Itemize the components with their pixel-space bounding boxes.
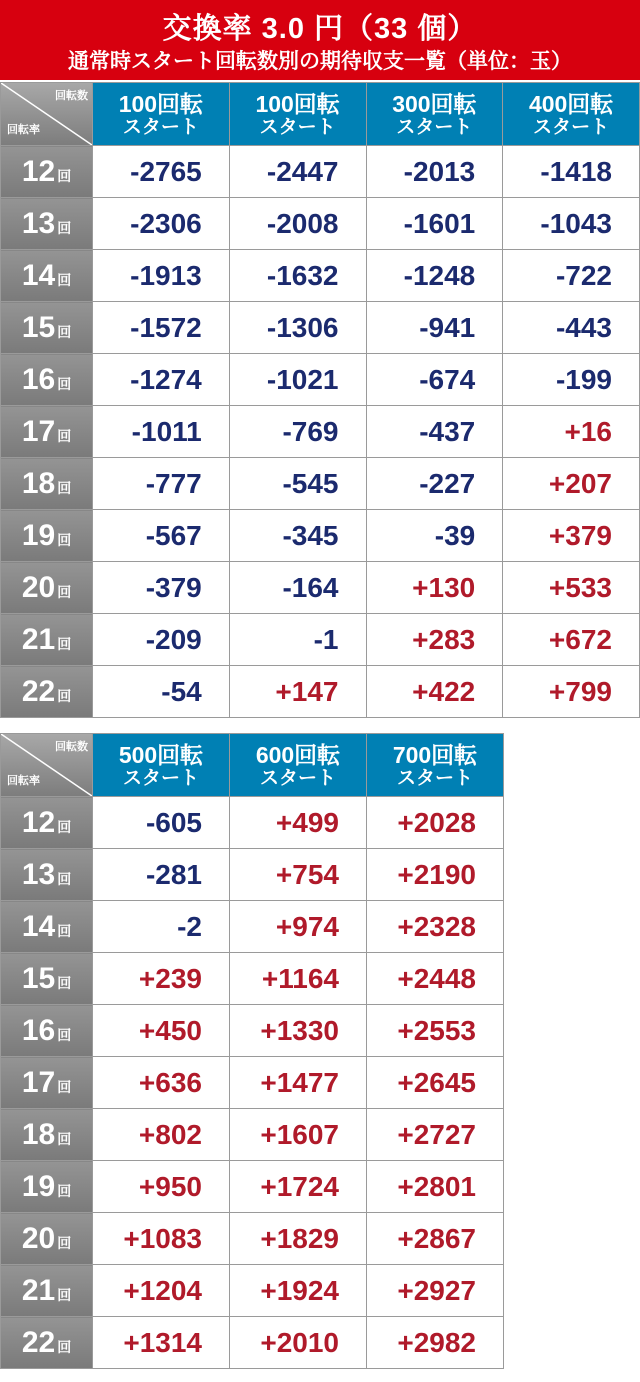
row-header <box>1 250 93 302</box>
row-header-rate: 20 <box>21 1221 56 1255</box>
value-cell: -227 <box>366 458 503 510</box>
row-header <box>1 406 93 458</box>
value-cell: +2982 <box>367 1317 504 1369</box>
column-header <box>366 83 503 146</box>
row-header-rate: 17 <box>21 1065 56 1099</box>
value-cell: -1632 <box>229 250 366 302</box>
row-header-unit: 回 <box>57 974 72 991</box>
value-cell: -2765 <box>93 146 230 198</box>
table-row <box>1 797 504 849</box>
row-header <box>1 666 93 718</box>
row-header-unit: 回 <box>57 635 72 652</box>
value-cell: +950 <box>93 1161 230 1213</box>
row-header <box>1 354 93 406</box>
value-cell: -281 <box>93 849 230 901</box>
column-header-start: スタート <box>259 117 336 138</box>
row-header-unit: 回 <box>57 1338 72 1355</box>
value-cell: -1248 <box>366 250 503 302</box>
row-header-rate: 13 <box>21 206 56 240</box>
value-cell: -2008 <box>229 198 366 250</box>
value-cell: -567 <box>93 510 230 562</box>
column-header-spins: 600回転 <box>255 742 341 768</box>
table-row <box>1 614 640 666</box>
value-cell: +799 <box>503 666 640 718</box>
row-header-unit: 回 <box>57 1182 72 1199</box>
value-cell: +2553 <box>367 1005 504 1057</box>
value-cell: +1204 <box>93 1265 230 1317</box>
value-cell: +499 <box>230 797 367 849</box>
column-header-start: スタート <box>122 117 199 138</box>
value-cell: -1913 <box>93 250 230 302</box>
expected-value-table-1 <box>0 82 640 718</box>
row-header-rate: 15 <box>21 310 56 344</box>
column-header <box>230 734 367 797</box>
row-header-rate: 15 <box>21 961 56 995</box>
table-row <box>1 354 640 406</box>
value-cell: +422 <box>366 666 503 718</box>
value-cell: +207 <box>503 458 640 510</box>
row-header-rate: 16 <box>21 362 56 396</box>
value-cell: -605 <box>93 797 230 849</box>
value-cell: +2328 <box>367 901 504 953</box>
table-row <box>1 510 640 562</box>
column-header-spins: 400回転 <box>528 91 614 117</box>
value-cell: +2727 <box>367 1109 504 1161</box>
table-row <box>1 1161 504 1213</box>
value-cell: +1924 <box>230 1265 367 1317</box>
column-header <box>367 734 504 797</box>
row-header-rate: 21 <box>21 622 56 656</box>
row-header <box>1 1265 93 1317</box>
table-row <box>1 458 640 510</box>
value-cell: +802 <box>93 1109 230 1161</box>
row-header-rate: 19 <box>21 1169 56 1203</box>
row-header-unit: 回 <box>57 922 72 939</box>
row-header <box>1 1005 93 1057</box>
row-header-rate: 13 <box>21 857 56 891</box>
value-cell: +450 <box>93 1005 230 1057</box>
row-header-rate: 20 <box>21 570 56 604</box>
value-cell: -2013 <box>366 146 503 198</box>
value-cell: +1164 <box>230 953 367 1005</box>
row-header <box>1 302 93 354</box>
column-header-spins: 300回転 <box>392 91 477 117</box>
table-row <box>1 953 504 1005</box>
row-header <box>1 146 93 198</box>
value-cell: +974 <box>230 901 367 953</box>
value-cell: +2927 <box>367 1265 504 1317</box>
row-header-rate: 14 <box>21 909 56 943</box>
row-header-rate: 22 <box>21 674 56 708</box>
row-header-unit: 回 <box>57 167 72 184</box>
value-cell: +379 <box>503 510 640 562</box>
value-cell: +2028 <box>367 797 504 849</box>
value-cell: -209 <box>93 614 230 666</box>
value-cell: +1724 <box>230 1161 367 1213</box>
table-row <box>1 406 640 458</box>
value-cell: +1314 <box>93 1317 230 1369</box>
table-header-row <box>1 83 640 146</box>
corner-column-label: 回転数 <box>55 90 88 102</box>
column-header-spins: 100回転 <box>118 91 204 117</box>
row-header <box>1 1109 93 1161</box>
value-cell: +130 <box>366 562 503 614</box>
row-header-rate: 18 <box>21 466 56 500</box>
table-row <box>1 562 640 614</box>
value-cell: +283 <box>366 614 503 666</box>
table-row <box>1 1109 504 1161</box>
value-cell: +636 <box>93 1057 230 1109</box>
row-header <box>1 198 93 250</box>
row-header <box>1 562 93 614</box>
page-title: 交換率 3.0 円（33 個） <box>162 13 478 45</box>
value-cell: +1829 <box>230 1213 367 1265</box>
row-header <box>1 1213 93 1265</box>
value-cell: -164 <box>229 562 366 614</box>
row-header-rate: 16 <box>21 1013 56 1047</box>
table-row <box>1 849 504 901</box>
row-header-rate: 17 <box>21 414 56 448</box>
row-header-rate: 22 <box>21 1325 56 1359</box>
value-cell: +2645 <box>367 1057 504 1109</box>
table-header-row <box>1 734 504 797</box>
value-cell: +1607 <box>230 1109 367 1161</box>
value-cell: +2010 <box>230 1317 367 1369</box>
value-cell: -777 <box>93 458 230 510</box>
row-header-rate: 19 <box>21 518 56 552</box>
value-cell: -1572 <box>93 302 230 354</box>
value-cell: +147 <box>229 666 366 718</box>
column-header-spins: 100回転 <box>255 91 340 117</box>
value-cell: +754 <box>230 849 367 901</box>
value-cell: +533 <box>503 562 640 614</box>
row-header-rate: 18 <box>21 1117 56 1151</box>
value-cell: -2 <box>93 901 230 953</box>
column-header-start: スタート <box>396 117 473 138</box>
value-cell: +2448 <box>367 953 504 1005</box>
table-row <box>1 666 640 718</box>
value-cell: -443 <box>503 302 640 354</box>
value-cell: +2801 <box>367 1161 504 1213</box>
table-corner-cell <box>1 83 93 146</box>
column-header-spins: 700回転 <box>392 742 478 768</box>
value-cell: +1477 <box>230 1057 367 1109</box>
row-header <box>1 849 93 901</box>
row-header-unit: 回 <box>57 1234 72 1251</box>
column-header-spins: 500回転 <box>118 742 204 768</box>
value-cell: -199 <box>503 354 640 406</box>
row-header <box>1 797 93 849</box>
value-cell: -674 <box>366 354 503 406</box>
row-header-unit: 回 <box>57 323 72 340</box>
row-header-unit: 回 <box>57 818 72 835</box>
value-cell: -1021 <box>229 354 366 406</box>
value-cell: +16 <box>503 406 640 458</box>
row-header-unit: 回 <box>57 271 72 288</box>
value-cell: +1083 <box>93 1213 230 1265</box>
value-cell: -722 <box>503 250 640 302</box>
value-cell: +1330 <box>230 1005 367 1057</box>
table-row <box>1 1057 504 1109</box>
corner-row-label: 回転率 <box>7 775 40 787</box>
table-row <box>1 1265 504 1317</box>
corner-column-label: 回転数 <box>55 741 88 753</box>
value-cell: -1306 <box>229 302 366 354</box>
value-cell: -941 <box>366 302 503 354</box>
column-header-start: スタート <box>122 768 199 789</box>
value-cell: -54 <box>93 666 230 718</box>
row-header <box>1 1317 93 1369</box>
value-cell: -1418 <box>503 146 640 198</box>
value-cell: -437 <box>366 406 503 458</box>
row-header <box>1 510 93 562</box>
value-cell: +2867 <box>367 1213 504 1265</box>
row-header-rate: 12 <box>21 805 56 839</box>
row-header-unit: 回 <box>57 219 72 236</box>
row-header-rate: 21 <box>21 1273 56 1307</box>
corner-row-label: 回転率 <box>7 124 40 136</box>
column-header <box>503 83 640 146</box>
row-header-unit: 回 <box>57 427 72 444</box>
row-header-unit: 回 <box>57 1130 72 1147</box>
value-cell: -2306 <box>93 198 230 250</box>
row-header <box>1 1161 93 1213</box>
value-cell: -545 <box>229 458 366 510</box>
page-subtitle: 通常時スタート回転数別の期待収支一覧（単位：玉） <box>68 50 572 73</box>
expected-value-table-2 <box>0 733 504 1369</box>
table-row <box>1 198 640 250</box>
table-row <box>1 250 640 302</box>
value-cell: +2190 <box>367 849 504 901</box>
table-row <box>1 1213 504 1265</box>
table-row <box>1 146 640 198</box>
value-cell: -1 <box>229 614 366 666</box>
row-header-unit: 回 <box>57 1078 72 1095</box>
row-header <box>1 1057 93 1109</box>
table-corner-cell <box>1 734 93 797</box>
row-header-unit: 回 <box>57 1286 72 1303</box>
row-header <box>1 614 93 666</box>
value-cell: -1011 <box>93 406 230 458</box>
column-header <box>93 83 230 146</box>
column-header-start: スタート <box>533 117 610 138</box>
row-header-unit: 回 <box>57 583 72 600</box>
page-header <box>0 0 640 80</box>
row-header-rate: 12 <box>21 154 56 188</box>
row-header <box>1 901 93 953</box>
row-header-unit: 回 <box>57 479 72 496</box>
column-header <box>229 83 366 146</box>
value-cell: -39 <box>366 510 503 562</box>
table-row <box>1 302 640 354</box>
row-header <box>1 458 93 510</box>
table-row <box>1 1317 504 1369</box>
column-header-start: スタート <box>259 768 336 789</box>
row-header <box>1 953 93 1005</box>
row-header-unit: 回 <box>57 531 72 548</box>
column-header-start: スタート <box>396 768 473 789</box>
value-cell: -1274 <box>93 354 230 406</box>
row-header-rate: 14 <box>21 258 56 292</box>
value-cell: +672 <box>503 614 640 666</box>
table-row <box>1 901 504 953</box>
value-cell: -1601 <box>366 198 503 250</box>
value-cell: -2447 <box>229 146 366 198</box>
value-cell: -1043 <box>503 198 640 250</box>
row-header-unit: 回 <box>57 375 72 392</box>
value-cell: -379 <box>93 562 230 614</box>
row-header-unit: 回 <box>57 870 72 887</box>
value-cell: -345 <box>229 510 366 562</box>
table-row <box>1 1005 504 1057</box>
row-header-unit: 回 <box>57 1026 72 1043</box>
value-cell: +239 <box>93 953 230 1005</box>
value-cell: -769 <box>229 406 366 458</box>
row-header-unit: 回 <box>57 687 72 704</box>
column-header <box>93 734 230 797</box>
